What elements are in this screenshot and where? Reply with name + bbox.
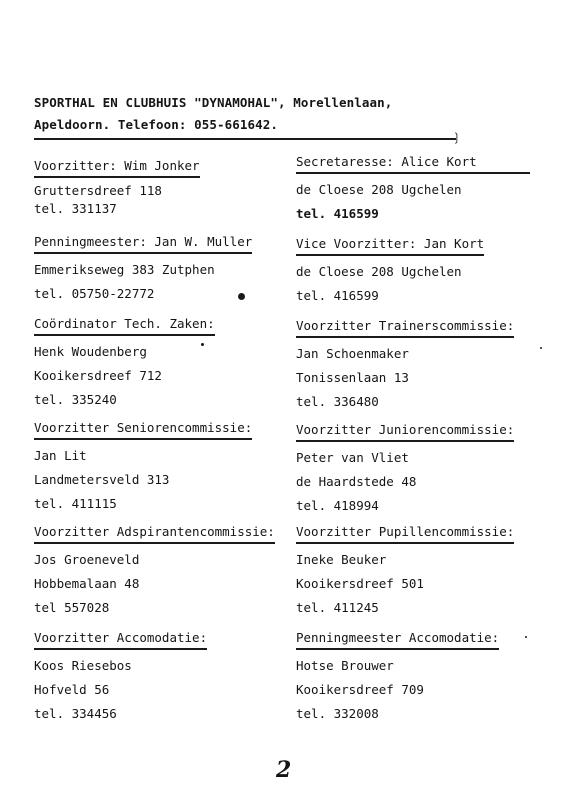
contact-phone: tel. 411245 [296, 600, 379, 615]
contact-name: Hotse Brouwer [296, 658, 394, 673]
contact-address: de Cloese 208 Ugchelen [296, 264, 462, 279]
contact-title: Coördinator Tech. Zaken: [34, 316, 215, 336]
contact-name: Ineke Beuker [296, 552, 387, 567]
contact-seniorencommissie [34, 416, 252, 516]
scan-speck [201, 343, 204, 346]
contact-name: Peter van Vliet [296, 450, 409, 465]
pen-mark-icon: ❳ [452, 130, 461, 146]
header-line-1: SPORTHAL EN CLUBHUIS "DYNAMOHAL", Morellenlaan, [34, 95, 393, 110]
contact-penningmeester [34, 230, 252, 306]
contact-phone: tel. 331137 [34, 201, 117, 216]
contact-name: Jan Lit [34, 448, 87, 463]
contact-title: Voorzitter Juniorencommissie: [296, 422, 514, 442]
contact-name: Koos Riesebos [34, 658, 132, 673]
contact-title: Penningmeester Accomodatie: [296, 630, 499, 650]
contact-title: Voorzitter Adspirantencommissie: [34, 524, 275, 544]
contact-phone: tel 557028 [34, 600, 110, 615]
contact-phone: tel. 332008 [296, 706, 379, 721]
contact-phone: tel. 411115 [34, 496, 117, 511]
contact-name: Henk Woudenberg [34, 344, 147, 359]
contact-address: Hobbemalaan 48 [34, 576, 140, 591]
contact-address: Emmerikseweg 383 Zutphen [34, 262, 215, 277]
contact-address: Kooikersdreef 501 [296, 576, 424, 591]
scan-speck [238, 293, 245, 300]
header-line-2: Apeldoorn. Telefoon: 055-661642. [34, 117, 279, 132]
contact-phone: tel. 416599 [296, 206, 379, 221]
contact-title: Penningmeester: Jan W. Muller [34, 234, 252, 254]
contact-phone: tel. 418994 [296, 498, 379, 513]
contact-title: Voorzitter Accomodatie: [34, 630, 207, 650]
contact-adspirantencommissie [34, 520, 275, 620]
contact-title: Secretaresse: Alice Kort [296, 154, 530, 174]
contact-title: Voorzitter: Wim Jonker [34, 158, 200, 178]
contact-phone: tel. 335240 [34, 392, 117, 407]
header-divider [34, 138, 456, 140]
contact-address: de Cloese 208 Ugchelen [296, 182, 462, 197]
scan-speck [540, 347, 542, 349]
contact-accomodatie [34, 626, 207, 726]
contact-title: Voorzitter Seniorencommissie: [34, 420, 252, 440]
contact-address: Kooikersdreef 709 [296, 682, 424, 697]
contact-juniorencommissie [296, 418, 514, 518]
contact-phone: tel. 334456 [34, 706, 117, 721]
contact-title: Vice Voorzitter: Jan Kort [296, 236, 484, 256]
contact-trainerscommissie [296, 314, 514, 414]
scan-speck [525, 636, 527, 638]
contact-address: Gruttersdreef 118 [34, 183, 162, 198]
contact-address: Landmetersveld 313 [34, 472, 170, 487]
contact-phone: tel. 05750-22772 [34, 286, 155, 301]
contact-voorzitter [34, 154, 200, 218]
contact-secretaresse [296, 150, 530, 226]
contact-phone: tel. 336480 [296, 394, 379, 409]
contact-vice-voorzitter [296, 232, 484, 308]
contact-title: Voorzitter Pupillencommissie: [296, 524, 514, 544]
contact-phone: tel. 416599 [296, 288, 379, 303]
contact-address: Hofveld 56 [34, 682, 110, 697]
contact-penningmeester-accomodatie [296, 626, 499, 726]
contact-title: Voorzitter Trainerscommissie: [296, 318, 514, 338]
contact-address: Tonissenlaan 13 [296, 370, 409, 385]
contact-address: de Haardstede 48 [296, 474, 417, 489]
contact-coordinator-tech [34, 312, 215, 412]
contact-pupillencommissie [296, 520, 514, 620]
page-number: 2 [276, 757, 292, 783]
contact-name: Jos Groeneveld [34, 552, 140, 567]
contact-name: Jan Schoenmaker [296, 346, 409, 361]
contact-address: Kooikersdreef 712 [34, 368, 162, 383]
